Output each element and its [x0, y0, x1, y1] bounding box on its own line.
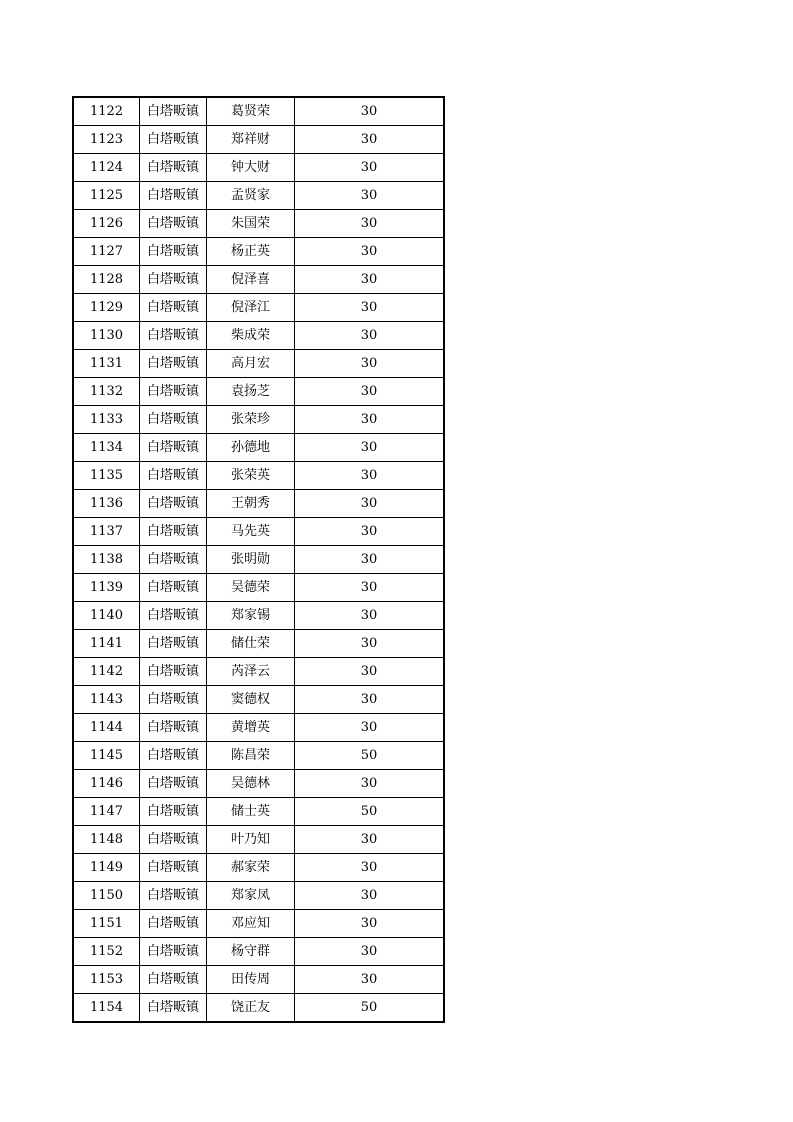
town-cell: 白塔畈镇	[140, 126, 207, 154]
row-id-cell: 1124	[73, 154, 140, 182]
row-id-cell: 1122	[73, 97, 140, 126]
person-name-cell: 饶正友	[207, 994, 295, 1023]
person-name-cell: 王朝秀	[207, 490, 295, 518]
town-cell: 白塔畈镇	[140, 210, 207, 238]
table-row	[73, 854, 444, 882]
amount-cell: 50	[295, 994, 445, 1023]
row-id-cell: 1151	[73, 910, 140, 938]
table-row	[73, 126, 444, 154]
amount-cell: 30	[295, 210, 445, 238]
table-row	[73, 518, 444, 546]
table-row	[73, 406, 444, 434]
table-row	[73, 350, 444, 378]
town-cell: 白塔畈镇	[140, 97, 207, 126]
amount-cell: 30	[295, 378, 445, 406]
table-row	[73, 658, 444, 686]
row-id-cell: 1153	[73, 966, 140, 994]
amount-cell: 30	[295, 154, 445, 182]
amount-cell: 30	[295, 322, 445, 350]
table-row	[73, 994, 444, 1023]
person-name-cell: 储士英	[207, 798, 295, 826]
table-row	[73, 238, 444, 266]
table-row	[73, 770, 444, 798]
person-name-cell: 吴德荣	[207, 574, 295, 602]
amount-cell: 50	[295, 798, 445, 826]
amount-cell: 30	[295, 882, 445, 910]
table-row	[73, 910, 444, 938]
table-row	[73, 966, 444, 994]
person-name-cell: 芮泽云	[207, 658, 295, 686]
town-cell: 白塔畈镇	[140, 686, 207, 714]
table-row	[73, 462, 444, 490]
town-cell: 白塔畈镇	[140, 182, 207, 210]
town-cell: 白塔畈镇	[140, 742, 207, 770]
amount-cell: 30	[295, 126, 445, 154]
town-cell: 白塔畈镇	[140, 994, 207, 1023]
amount-cell: 30	[295, 266, 445, 294]
row-id-cell: 1147	[73, 798, 140, 826]
person-name-cell: 孙德地	[207, 434, 295, 462]
town-cell: 白塔畈镇	[140, 378, 207, 406]
person-name-cell: 倪泽江	[207, 294, 295, 322]
amount-cell: 30	[295, 826, 445, 854]
amount-cell: 30	[295, 854, 445, 882]
person-name-cell: 朱国荣	[207, 210, 295, 238]
table-row	[73, 97, 444, 126]
row-id-cell: 1150	[73, 882, 140, 910]
town-cell: 白塔畈镇	[140, 238, 207, 266]
town-cell: 白塔畈镇	[140, 546, 207, 574]
town-cell: 白塔畈镇	[140, 602, 207, 630]
table-row	[73, 154, 444, 182]
table-row	[73, 210, 444, 238]
amount-cell: 30	[295, 294, 445, 322]
town-cell: 白塔畈镇	[140, 630, 207, 658]
row-id-cell: 1131	[73, 350, 140, 378]
row-id-cell: 1135	[73, 462, 140, 490]
row-id-cell: 1146	[73, 770, 140, 798]
row-id-cell: 1129	[73, 294, 140, 322]
town-cell: 白塔畈镇	[140, 266, 207, 294]
person-name-cell: 郑家凤	[207, 882, 295, 910]
person-name-cell: 窦德权	[207, 686, 295, 714]
town-cell: 白塔畈镇	[140, 798, 207, 826]
person-name-cell: 郑家锡	[207, 602, 295, 630]
row-id-cell: 1133	[73, 406, 140, 434]
town-cell: 白塔畈镇	[140, 938, 207, 966]
amount-cell: 30	[295, 182, 445, 210]
table-row	[73, 182, 444, 210]
town-cell: 白塔畈镇	[140, 910, 207, 938]
town-cell: 白塔畈镇	[140, 770, 207, 798]
person-name-cell: 郝家荣	[207, 854, 295, 882]
row-id-cell: 1141	[73, 630, 140, 658]
amount-cell: 50	[295, 742, 445, 770]
town-cell: 白塔畈镇	[140, 434, 207, 462]
amount-cell: 30	[295, 658, 445, 686]
row-id-cell: 1148	[73, 826, 140, 854]
row-id-cell: 1138	[73, 546, 140, 574]
person-name-cell: 葛贤荣	[207, 97, 295, 126]
row-id-cell: 1125	[73, 182, 140, 210]
row-id-cell: 1145	[73, 742, 140, 770]
person-name-cell: 叶乃知	[207, 826, 295, 854]
amount-cell: 30	[295, 462, 445, 490]
town-cell: 白塔畈镇	[140, 490, 207, 518]
person-name-cell: 杨守群	[207, 938, 295, 966]
table-row	[73, 602, 444, 630]
row-id-cell: 1140	[73, 602, 140, 630]
person-name-cell: 张荣珍	[207, 406, 295, 434]
amount-cell: 30	[295, 406, 445, 434]
table-row	[73, 266, 444, 294]
amount-cell: 30	[295, 714, 445, 742]
town-cell: 白塔畈镇	[140, 826, 207, 854]
person-name-cell: 储仕荣	[207, 630, 295, 658]
town-cell: 白塔畈镇	[140, 714, 207, 742]
row-id-cell: 1132	[73, 378, 140, 406]
person-name-cell: 吴德林	[207, 770, 295, 798]
amount-cell: 30	[295, 546, 445, 574]
row-id-cell: 1126	[73, 210, 140, 238]
table-row	[73, 378, 444, 406]
row-id-cell: 1149	[73, 854, 140, 882]
town-cell: 白塔畈镇	[140, 154, 207, 182]
table-row	[73, 574, 444, 602]
person-name-cell: 马先英	[207, 518, 295, 546]
amount-cell: 30	[295, 518, 445, 546]
amount-cell: 30	[295, 686, 445, 714]
table-row	[73, 938, 444, 966]
table-row	[73, 714, 444, 742]
person-name-cell: 邓应知	[207, 910, 295, 938]
person-name-cell: 郑祥财	[207, 126, 295, 154]
table-row	[73, 630, 444, 658]
row-id-cell: 1152	[73, 938, 140, 966]
town-cell: 白塔畈镇	[140, 406, 207, 434]
amount-cell: 30	[295, 350, 445, 378]
town-cell: 白塔畈镇	[140, 350, 207, 378]
table-row	[73, 434, 444, 462]
amount-cell: 30	[295, 602, 445, 630]
town-cell: 白塔畈镇	[140, 322, 207, 350]
amount-cell: 30	[295, 434, 445, 462]
amount-cell: 30	[295, 630, 445, 658]
table-row	[73, 882, 444, 910]
person-name-cell: 陈昌荣	[207, 742, 295, 770]
table-row	[73, 826, 444, 854]
town-cell: 白塔畈镇	[140, 854, 207, 882]
amount-cell: 30	[295, 490, 445, 518]
table-body	[73, 97, 444, 1022]
person-name-cell: 张荣英	[207, 462, 295, 490]
amount-cell: 30	[295, 938, 445, 966]
table-row	[73, 322, 444, 350]
table-row	[73, 742, 444, 770]
town-cell: 白塔畈镇	[140, 658, 207, 686]
row-id-cell: 1136	[73, 490, 140, 518]
person-name-cell: 孟贤家	[207, 182, 295, 210]
person-name-cell: 黄增英	[207, 714, 295, 742]
town-cell: 白塔畈镇	[140, 462, 207, 490]
table-row	[73, 490, 444, 518]
table-row	[73, 546, 444, 574]
row-id-cell: 1127	[73, 238, 140, 266]
person-name-cell: 张明勋	[207, 546, 295, 574]
row-id-cell: 1123	[73, 126, 140, 154]
row-id-cell: 1143	[73, 686, 140, 714]
amount-cell: 30	[295, 966, 445, 994]
row-id-cell: 1128	[73, 266, 140, 294]
town-cell: 白塔畈镇	[140, 966, 207, 994]
table-row	[73, 798, 444, 826]
row-id-cell: 1144	[73, 714, 140, 742]
amount-cell: 30	[295, 574, 445, 602]
person-name-cell: 杨正英	[207, 238, 295, 266]
amount-cell: 30	[295, 97, 445, 126]
row-id-cell: 1134	[73, 434, 140, 462]
row-id-cell: 1137	[73, 518, 140, 546]
person-name-cell: 袁扬芝	[207, 378, 295, 406]
person-name-cell: 柴成荣	[207, 322, 295, 350]
row-id-cell: 1130	[73, 322, 140, 350]
row-id-cell: 1139	[73, 574, 140, 602]
amount-cell: 30	[295, 238, 445, 266]
amount-cell: 30	[295, 770, 445, 798]
table-row	[73, 686, 444, 714]
town-cell: 白塔畈镇	[140, 882, 207, 910]
amount-cell: 30	[295, 910, 445, 938]
person-name-cell: 钟大财	[207, 154, 295, 182]
row-id-cell: 1154	[73, 994, 140, 1023]
row-id-cell: 1142	[73, 658, 140, 686]
town-cell: 白塔畈镇	[140, 574, 207, 602]
person-name-cell: 倪泽喜	[207, 266, 295, 294]
table-row	[73, 294, 444, 322]
person-name-cell: 田传周	[207, 966, 295, 994]
person-name-cell: 高月宏	[207, 350, 295, 378]
town-cell: 白塔畈镇	[140, 294, 207, 322]
data-table	[72, 96, 445, 1023]
town-cell: 白塔畈镇	[140, 518, 207, 546]
